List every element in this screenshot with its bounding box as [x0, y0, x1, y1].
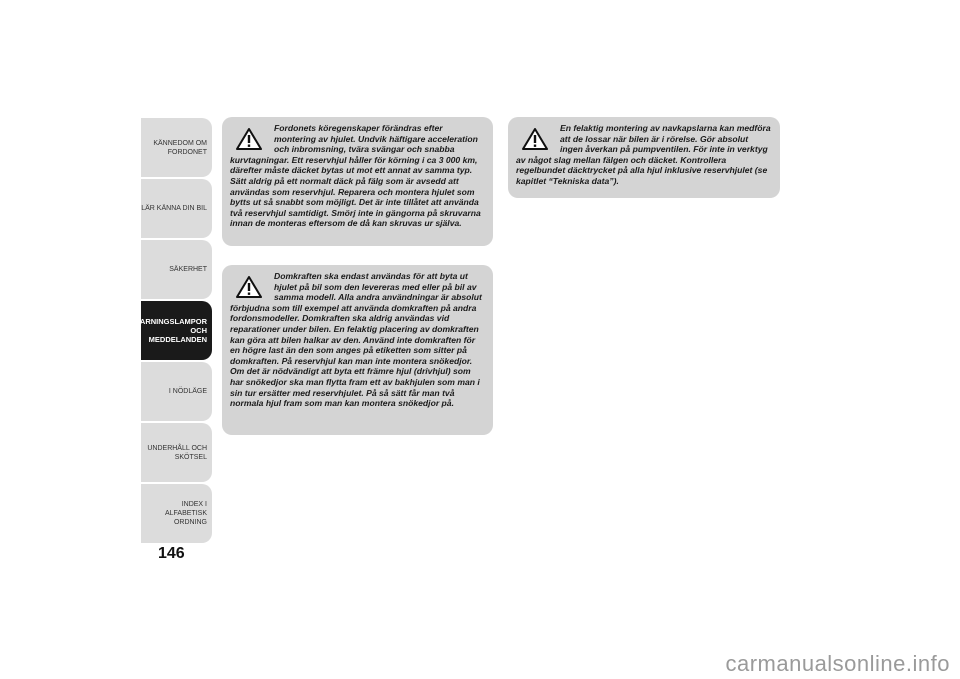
- tab-index-i-alfabetisk-ordning[interactable]: [141, 484, 212, 543]
- warning-box-reservhjul: [222, 117, 493, 246]
- page-number: 146: [158, 545, 185, 562]
- tab-kannedom-om-fordonet[interactable]: [141, 118, 212, 177]
- warning-text: En felaktig montering av navkapslarna kan medföra att de lossar när bilen är i rörelse. Gör absolut ingen åverkan på pumpventilen. För inte in verktyg av något slag mellan fälgen och däcket. Kontrollera regelbundet däcktrycket på alla hjul inklusive reservhjulet (se kapitlet “Tekniska data”).: [516, 123, 771, 186]
- warning-box-domkraft: [222, 265, 493, 435]
- warning-box-navkapslar: [508, 117, 780, 198]
- tab-varningslampor-och-meddelanden[interactable]: [135, 301, 212, 360]
- tab-label: UNDERHÅLL OCH SKÖTSEL: [147, 444, 207, 461]
- warning-text: Domkraften ska endast användas för att byta ut hjulet på bil som den levereras med eller på bil av samma modell. Alla andra användningar är absolut förbjudna som till exempel att använda domkraften på andra fordonsmodeller. Domkraften ska aldrig användas vid reparationer under bilen. En felaktig placering av domkraften kan göra att bilen halkar av den. Använd inte domkraften för en högre last än den som anges på etiketten som sitter på domkraften. På reservhjul kan man inte montera snökedjor. Om det är nödvändigt att byta ett främre hjul (drivhjul) som har snökedjor ska man flytta fram ett av bakhjulen som man i sin tur ersätter med reservhjulet. På så sätt får man två normala hjul fram som man kan montera snökedjor på.: [230, 271, 482, 409]
- tab-sakerhet[interactable]: [141, 240, 212, 299]
- chapter-sidebar: [135, 118, 212, 545]
- tab-i-nodlage[interactable]: [141, 362, 212, 421]
- warning-text: Fordonets köregenskaper förändras efter montering av hjulet. Undvik häftigare acceleration och inbromsning, tvära svängar och snabba kurvtagningar. Ett reservhjul håller för körning i ca 3 000 km, därefter måste däcket bytas ut mot ett annat av samma typ. Sätt aldrig på ett normalt däck på fälg som är avsedd att användas som reservhjul. Reparera och montera hjulet som bytts ut så snabbt som möjligt. Det är inte tillåtet att använda två reservhjul samtidigt. Smörj inte in gängorna på skruvarna innan de monteras eftersom de då kan skruvas ur själva.: [230, 123, 481, 229]
- tab-label: SÄKERHET: [169, 266, 207, 273]
- tab-underhall-och-skotsel[interactable]: [141, 423, 212, 482]
- tab-label: VARNINGSLAMPOR OCH MEDDELANDEN: [135, 317, 207, 344]
- watermark: carmanualsonline.info: [725, 651, 950, 676]
- tab-label: LÄR KÄNNA DIN BIL: [141, 205, 207, 212]
- warning-triangle-icon: [522, 127, 548, 151]
- tab-label: KÄNNEDOM OM FORDONET: [153, 139, 207, 156]
- warning-triangle-icon: [236, 127, 262, 151]
- warning-triangle-icon: [236, 275, 262, 299]
- tab-label: INDEX I ALFABETISK ORDNING: [164, 501, 207, 526]
- tab-lar-kanna-din-bil[interactable]: [141, 179, 212, 238]
- tab-label: I NÖDLÄGE: [168, 388, 207, 395]
